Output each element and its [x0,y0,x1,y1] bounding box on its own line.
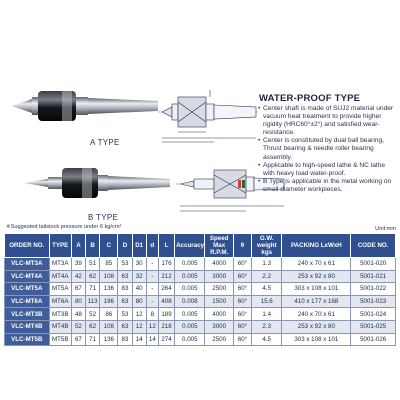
unit-label: Unit:mm [375,226,396,232]
table-cell: 303 x 108 x 101 [282,283,351,296]
product-photo-b-type [22,160,172,206]
order-no-cell: VLC-MT3A [5,258,50,271]
table-cell: 218 [158,320,174,333]
table-cell: 0.005 [175,333,205,346]
table-cell: 60° [233,270,251,283]
table-cell: 274 [158,333,174,346]
table-cell: MT5A [49,283,71,296]
product-photo-a-type [10,82,160,132]
table-cell: 0.005 [175,283,205,296]
table-body [5,258,396,346]
spec-list [258,105,398,194]
table-cell: 60° [233,295,251,308]
table-cell: 2.2 [252,270,282,283]
table-cell: 12 [132,320,146,333]
table-cell: 86 [100,308,118,321]
table-cell: 253 x 92 x 80 [282,270,351,283]
table-cell: 63 [118,270,132,283]
table-cell: - [146,295,158,308]
table-cell: 136 [100,333,118,346]
table-cell: 12 [132,308,146,321]
spec-item: • Center is constituted by dual ball bearing, Thrust bearing & needle roller bearing assembly. [258,137,398,161]
table-cell: MT3B [49,308,71,321]
table-cell: 12 [146,320,158,333]
table-cell: 67 [71,333,85,346]
column-header: θ [233,234,251,258]
table-cell: 62 [86,320,100,333]
table-row [5,333,396,346]
order-no-cell: VLC-MT4B [5,320,50,333]
order-no-cell: VLC-MT6A [5,295,50,308]
table-cell: 240 x 70 x 61 [282,308,351,321]
table-cell: MT4B [49,320,71,333]
table-cell: 60° [233,258,251,271]
table-cell: 62 [86,270,100,283]
column-header: ORDER NO. [5,234,50,258]
column-header: PACKING LxWxH [282,234,351,258]
table-cell: MT6A [49,295,71,308]
table-cell: 40 [132,283,146,296]
table-cell: 14 [132,333,146,346]
table-cell: 4000 [205,308,233,321]
table-cell: 253 x 92 x 80 [282,320,351,333]
column-header: G.W. weight kgs [252,234,282,258]
table-cell: 4.5 [252,283,282,296]
table-cell: 52 [86,308,100,321]
table-row [5,295,396,308]
column-header: CODE NO. [351,234,396,258]
table-cell: 5001-026 [351,333,396,346]
table-cell: 264 [158,283,174,296]
spec-item: • Center shaft is made of SUJ2 material under vacuum heat treatment to provide higher rigidity (HRC60°±2°) and satisfied wear-resistance. [258,105,398,137]
column-header: Accuracy [175,234,205,258]
table-cell: 83 [118,283,132,296]
table-cell: 52 [71,320,85,333]
table-cell: 408 [158,295,174,308]
column-header: d [146,234,158,258]
table-cell: 53 [118,258,132,271]
table-cell: 67 [71,283,85,296]
table-cell: 0.005 [175,320,205,333]
table-cell: 83 [118,333,132,346]
table-cell: MT3A [49,258,71,271]
table-cell: 5001-025 [351,320,396,333]
table-row [5,320,396,333]
table-cell: 60° [233,283,251,296]
technical-drawing-a-type [158,82,258,146]
table-cell: 2500 [205,333,233,346]
table-cell: 1.3 [252,258,282,271]
table-cell: 14 [146,333,158,346]
table-cell: - [146,283,158,296]
table-cell: 32 [132,270,146,283]
table-cell: 42 [71,270,85,283]
column-header: B [86,234,100,258]
table-cell: 410 x 177 x 168 [282,295,351,308]
table-row [5,270,396,283]
table-cell: 2500 [205,283,233,296]
b-type-label: B TYPE [88,213,119,222]
table-cell: 0.005 [175,308,205,321]
table-cell: 3000 [205,270,233,283]
column-header: TYPE [49,234,71,258]
table-cell: 4000 [205,258,233,271]
order-no-cell: VLC-MT3B [5,308,50,321]
table-cell: 108 [100,270,118,283]
a-type-label: A TYPE [90,138,120,147]
table-header-row [5,234,396,258]
table-cell: 136 [100,283,118,296]
table-cell: 4.5 [252,333,282,346]
spec-item: • Applicable to high-speed lathe & NC lathe with heavy load water-proof. [258,162,398,178]
table-cell: 2.3 [252,320,282,333]
table-cell: 1.4 [252,308,282,321]
table-cell: 63 [118,295,132,308]
spec-table [4,233,396,346]
table-cell: - [146,258,158,271]
table-row [5,308,396,321]
table-cell: 39 [71,258,85,271]
column-header: D1 [132,234,146,258]
tailstock-pressure-note: ※Suggested tailstock pressure under 6 kg/cm² [6,224,122,230]
table-cell: 48 [71,308,85,321]
table-cell: 60° [233,320,251,333]
table-cell: 240 x 70 x 61 [282,258,351,271]
table-cell: 53 [118,308,132,321]
table-cell: 196 [100,295,118,308]
table-cell: - [146,270,158,283]
table-cell: 5001-021 [351,270,396,283]
table-cell: 60° [233,333,251,346]
table-cell: 212 [158,270,174,283]
table-cell: 0.005 [175,258,205,271]
table-row [5,258,396,271]
table-cell: MT4A [49,270,71,283]
table-cell: 5001-023 [351,295,396,308]
table-cell: 71 [86,283,100,296]
table-cell: 189 [158,308,174,321]
column-header: D [118,234,132,258]
table-cell: 5001-022 [351,283,396,296]
table-cell: 3000 [205,320,233,333]
table-cell: 5001-020 [351,258,396,271]
table-cell: 8 [146,308,158,321]
table-row [5,283,396,296]
table-cell: 30 [132,258,146,271]
table-cell: 0.008 [175,295,205,308]
table-cell: 80 [71,295,85,308]
table-cell: 303 x 108 x 101 [282,333,351,346]
table-cell: 80 [132,295,146,308]
table-cell: 63 [118,320,132,333]
table-cell: 60° [233,308,251,321]
order-no-cell: VLC-MT5B [5,333,50,346]
table-cell: 15.6 [252,295,282,308]
table-cell: 113 [86,295,100,308]
order-no-cell: VLC-MT4A [5,270,50,283]
table-cell: 85 [100,258,118,271]
table-cell: 5001-024 [351,308,396,321]
column-header: A [71,234,85,258]
table-cell: 108 [100,320,118,333]
column-header: Speed Max R.P.M. [205,234,233,258]
spec-title: WATER-PROOF TYPE [259,93,361,104]
table-cell: 51 [86,258,100,271]
order-no-cell: VLC-MT5A [5,283,50,296]
table-cell: 1500 [205,295,233,308]
table-cell: 71 [86,333,100,346]
column-header: C [100,234,118,258]
column-header: L [158,234,174,258]
spec-item: • B Type is applicable in the metal working on small diameter workpieces. [258,178,398,194]
table-cell: 0.005 [175,270,205,283]
table-cell: 176 [158,258,174,271]
table-cell: MT5B [49,333,71,346]
